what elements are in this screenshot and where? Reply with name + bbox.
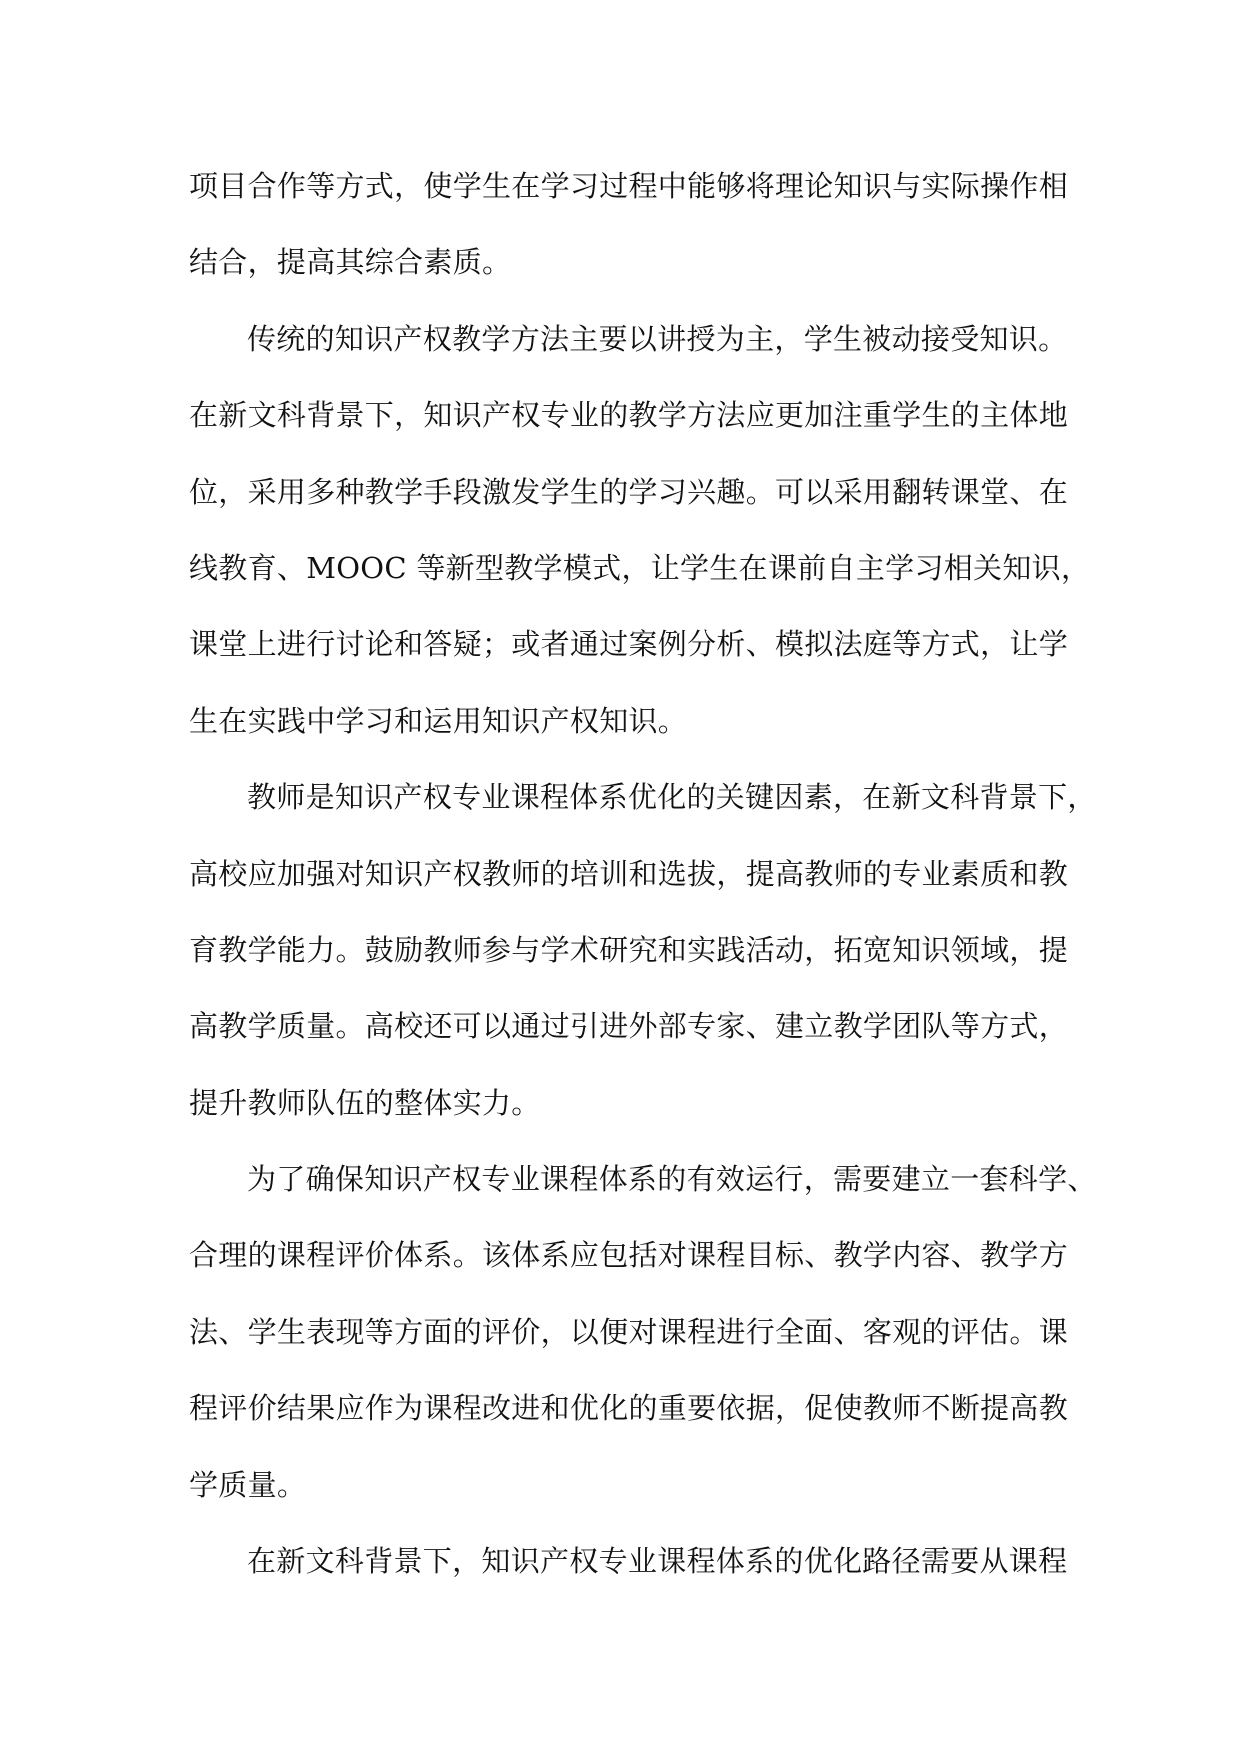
- body-text: [189, 148, 1097, 1599]
- paragraph-2: [189, 301, 1091, 759]
- text-line: 在新文科背景下，知识产权专业课程体系的优化路径需要从课程: [247, 1544, 1068, 1579]
- text-line: 学质量。: [189, 1467, 307, 1502]
- text-line: 合理的课程评价体系。该体系应包括对课程目标、教学内容、教学方: [189, 1238, 1069, 1273]
- text-line: 传统的知识产权教学方法主要以讲授为主，学生被动接受知识。: [247, 321, 1068, 356]
- text-line: 程评价结果应作为课程改进和优化的重要依据，促使教师不断提高教: [189, 1391, 1069, 1426]
- text-line: 位，采用多种教学手段激发学生的学习兴趣。可以采用翻转课堂、在: [189, 474, 1069, 509]
- text-line: 高校应加强对知识产权教师的培训和选拔，提高教师的专业素质和教: [189, 856, 1069, 891]
- text-line: 育教学能力。鼓励教师参与学术研究和实践活动，拓宽知识领域，提: [189, 932, 1069, 967]
- paragraph-3: [189, 759, 1097, 1141]
- paragraph-4: [189, 1141, 1097, 1523]
- text-line: 提升教师队伍的整体实力。: [189, 1085, 541, 1120]
- text-line: 线教育、MOOC 等新型教学模式，让学生在课前自主学习相关知识，: [189, 550, 1091, 585]
- text-line: 高教学质量。高校还可以通过引进外部专家、建立教学团队等方式，: [189, 1009, 1069, 1044]
- text-line: 项目合作等方式，使学生在学习过程中能够将理论知识与实际操作相: [189, 169, 1069, 203]
- paragraph-5: [189, 1523, 1068, 1599]
- text-line: 法、学生表现等方面的评价，以便对课程进行全面、客观的评估。课: [189, 1314, 1069, 1349]
- text-line: 为了确保知识产权专业课程体系的有效运行，需要建立一套科学、: [247, 1162, 1097, 1197]
- paragraph-1: [189, 148, 1069, 301]
- text-line: 结合，提高其综合素质。: [189, 245, 512, 280]
- text-line: 教师是知识产权专业课程体系优化的关键因素，在新文科背景下，: [247, 780, 1097, 815]
- text-line: 在新文科背景下，知识产权专业的教学方法应更加注重学生的主体地: [189, 398, 1069, 433]
- text-line: 课堂上进行讨论和答疑；或者通过案例分析、模拟法庭等方式，让学: [189, 627, 1069, 662]
- text-line: 生在实践中学习和运用知识产权知识。: [189, 703, 688, 738]
